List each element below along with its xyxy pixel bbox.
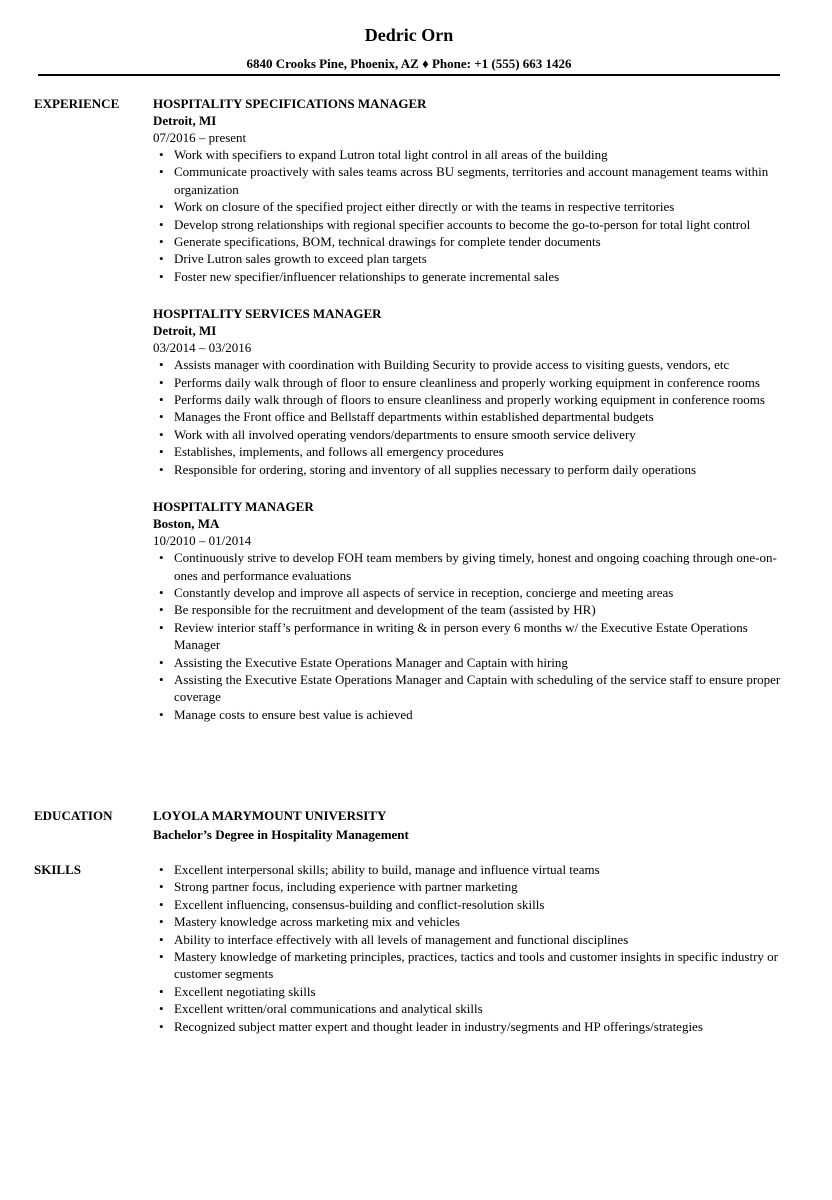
school-name: LOYOLA MARYMOUNT UNIVERSITY [153, 808, 387, 823]
education-entry [153, 807, 793, 843]
job-dates: 07/2016 – present [153, 130, 247, 145]
job-dates: 10/2010 – 01/2014 [153, 533, 252, 549]
job-entry [153, 305, 793, 478]
degree-name: Bachelor’s Degree in Hospitality Management [153, 827, 409, 842]
candidate-name: Dedric Orn [364, 25, 454, 45]
skills-list-wrapper [153, 861, 793, 1035]
list-item: • Excellent influencing, consensus-building and conflict-resolution skills [153, 896, 793, 913]
job-responsibilities [153, 549, 793, 723]
job-responsibilities [153, 146, 793, 285]
contact-line: 6840 Crooks Pine, Phoenix, AZ ♦ Phone: +1 (555) 663 1426 [246, 56, 572, 71]
list-item: • Responsible for ordering, storing and inventory of all supplies necessary to perform daily operations [153, 461, 793, 478]
list-item: • Work with specifiers to expand Lutron total light control in all areas of the building [153, 146, 793, 163]
list-item: • Assisting the Executive Estate Operations Manager and Captain with hiring [153, 654, 793, 671]
list-item: • Assists manager with coordination with Building Security to provide access to visiting guests, vendors, etc [153, 356, 793, 373]
list-item: • Work on closure of the specified project either directly or with the teams in respective territories [153, 198, 793, 215]
list-item: • Ability to interface effectively with all levels of management and functional disciplines [153, 931, 793, 948]
list-item: • Establishes, implements, and follows all emergency procedures [153, 443, 793, 460]
list-item: • Strong partner focus, including experience with partner marketing [153, 878, 793, 895]
list-item: • Foster new specifier/influencer relationships to generate incremental sales [153, 268, 793, 285]
experience-list [153, 95, 793, 743]
resume-header [38, 24, 780, 72]
list-item: • Communicate proactively with sales teams across BU segments, territories and account management teams within organization [153, 163, 793, 198]
list-item: • Generate specifications, BOM, technical drawings for complete tender documents [153, 233, 793, 250]
list-item: • Recognized subject matter expert and thought leader in industry/segments and HP offerings/strategies [153, 1018, 793, 1035]
list-item: • Excellent negotiating skills [153, 983, 793, 1000]
job-location: Detroit, MI [153, 113, 217, 128]
list-item: • Constantly develop and improve all aspects of service in reception, concierge and meeting areas [153, 584, 793, 601]
header-divider [38, 74, 780, 76]
job-responsibilities [153, 356, 793, 478]
section-label-experience: EXPERIENCE [34, 96, 120, 111]
list-item: • Manages the Front office and Bellstaff departments within established departmental budgets [153, 408, 793, 425]
list-item: • Performs daily walk through of floor to ensure cleanliness and properly working equipment in conference rooms [153, 374, 793, 391]
list-item: • Mastery knowledge across marketing mix and vehicles [153, 913, 793, 930]
job-entry [153, 498, 793, 723]
list-item: • Continuously strive to develop FOH team members by giving timely, honest and ongoing coaching through one-on-ones and performance evaluations [153, 549, 793, 584]
list-item: • Develop strong relationships with regional specifier accounts to become the go-to-person for total light control [153, 216, 793, 233]
list-item: • Assisting the Executive Estate Operations Manager and Captain with scheduling of the service staff to ensure proper coverage [153, 671, 793, 706]
job-dates: 03/2014 – 03/2016 [153, 340, 252, 356]
skills-list [153, 861, 793, 1035]
section-label-skills: SKILLS [34, 862, 81, 877]
list-item: • Mastery knowledge of marketing principles, practices, tactics and tools and customer insights in specific industry or customer segments [153, 948, 793, 983]
list-item: • Review interior staff’s performance in writing & in person every 6 months w/ the Executive Estate Operations Manager [153, 619, 793, 654]
list-item: • Excellent interpersonal skills; ability to build, manage and influence virtual teams [153, 861, 793, 878]
list-item: • Manage costs to ensure best value is achieved [153, 706, 793, 723]
list-item: • Excellent written/oral communications and analytical skills [153, 1000, 793, 1017]
list-item: • Drive Lutron sales growth to exceed plan targets [153, 250, 793, 267]
job-entry [153, 95, 793, 285]
list-item: • Be responsible for the recruitment and development of the team (assisted by HR) [153, 601, 793, 618]
list-item: • Performs daily walk through of floors to ensure cleanliness and properly working equipment in conference rooms [153, 391, 793, 408]
job-location: Boston, MA [153, 516, 220, 532]
job-title: HOSPITALITY MANAGER [153, 499, 314, 515]
job-title: HOSPITALITY SPECIFICATIONS MANAGER [153, 96, 427, 111]
job-title: HOSPITALITY SERVICES MANAGER [153, 306, 382, 322]
list-item: • Work with all involved operating vendors/departments to ensure smooth service delivery [153, 426, 793, 443]
section-label-education: EDUCATION [34, 808, 113, 823]
job-location: Detroit, MI [153, 323, 217, 339]
